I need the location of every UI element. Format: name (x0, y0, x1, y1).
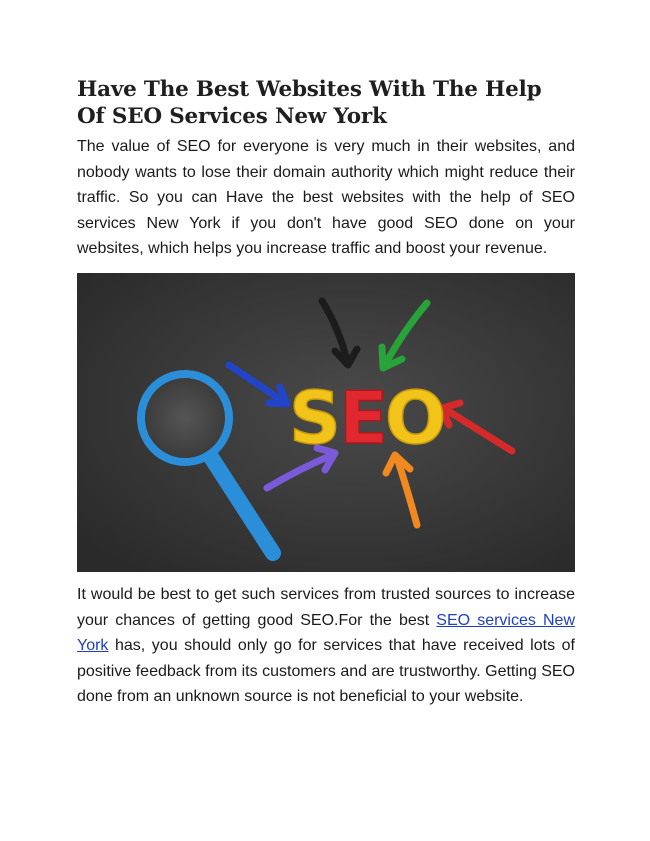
seo-services-new-york-link[interactable]: SEO services New York (77, 611, 575, 655)
closing-paragraph (77, 582, 575, 710)
page-title: Have The Best Websites With The Help Of SEO Services New York (77, 77, 542, 129)
closing-text-start: It would be best to get such services from trusted sources to increase your chances of getting good SEO.For the best (77, 585, 575, 629)
seo-letters (289, 376, 446, 460)
letter-e: E (339, 375, 389, 460)
intro-paragraph: The value of SEO for everyone is very much in their websites, and nobody wants to lose their domain authority which might reduce their traffic. So you can Have the best websites with the help of SEO services New York if you don't have good SEO done on your websites, which helps you increase traffic and boost your revenue. (77, 138, 575, 258)
closing-text-end: has, you should only go for services that have received lots of positive feedback from its customers and are trustworthy. Getting SEO done from an unknown source is not beneficial to your website. (77, 637, 575, 706)
letter-s: S (289, 375, 341, 460)
letter-o: O (385, 375, 447, 460)
seo-hero-image (77, 273, 575, 572)
document-page (77, 76, 575, 710)
